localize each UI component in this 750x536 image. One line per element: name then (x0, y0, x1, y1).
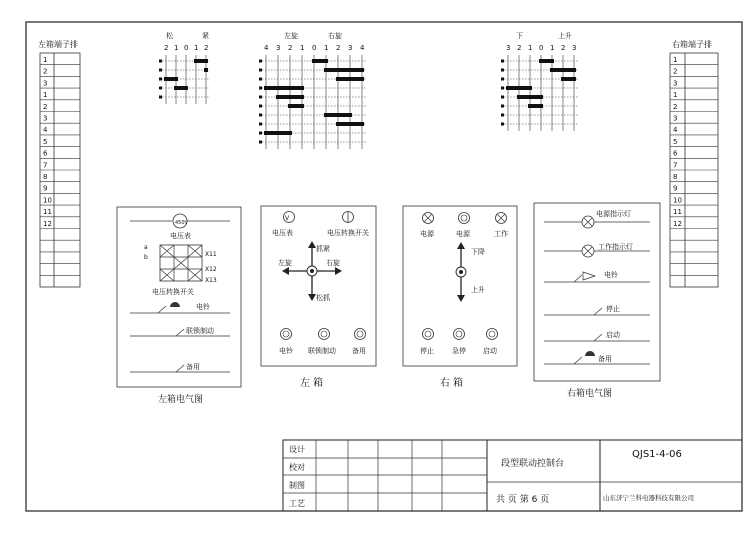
rotate-contact-bar (264, 131, 292, 135)
tb-draw: 制图 (289, 481, 305, 490)
rotate-contact-bar (336, 77, 364, 81)
switch-lift-label-a: 下 (516, 32, 523, 40)
clamp-position-tick: 0 (184, 44, 189, 52)
right-terminal-number: 1 (673, 56, 678, 64)
tb-title: 段型联动控制台 (501, 459, 565, 469)
voltmeter-value: 450V (175, 220, 188, 226)
left-terminal-number: 11 (43, 208, 52, 217)
power-lamp-icon (423, 213, 434, 224)
right-terminal-title: 右箱端子排 (672, 40, 712, 49)
lift-position-tick: 2 (561, 44, 566, 52)
lift-position-tick: 1 (550, 44, 555, 52)
left-terminal-number: 2 (43, 102, 48, 111)
rc-standby-label: 备用 (598, 355, 612, 363)
btn-stop-label: 停止 (420, 347, 434, 355)
right-terminal-number: 11 (673, 208, 682, 217)
clamp-contact-bar (174, 86, 188, 90)
bell-symbol-icon (583, 272, 595, 280)
rotate-contact-bar (324, 113, 352, 117)
terminal-x12: X12 (205, 266, 217, 273)
left-terminal-title: 左箱端子排 (38, 40, 78, 49)
lift-position-tick: 1 (528, 44, 533, 52)
right-terminal-number: 4 (673, 126, 678, 135)
emergency-stop-button[interactable] (454, 329, 465, 340)
switch-clamp-label-b: 紧 (202, 32, 209, 40)
left-box-caption: 左 箱 (300, 378, 324, 389)
right-terminal-number: 9 (673, 184, 678, 193)
left-terminal-rows (40, 56, 80, 275)
rotate-position-tick: 4 (360, 44, 365, 52)
right-terminal-number: 2 (673, 102, 678, 111)
right-box-panel (403, 206, 517, 389)
sheet-border (26, 22, 742, 511)
clamp-position-tick: 2 (164, 44, 169, 52)
lift-position-tick: 3 (572, 44, 577, 52)
rotate-position-tick: 2 (288, 44, 293, 52)
tb-check: 校对 (289, 463, 305, 472)
lift-contact-bar (517, 95, 543, 99)
work-indicator-lamp-icon (582, 245, 594, 257)
right-circuit-frame (534, 203, 660, 381)
joystick-left-label: 左旋 (278, 259, 292, 267)
standby-button[interactable] (355, 329, 366, 340)
btn-auto-label: 联锁制动 (308, 347, 336, 355)
clamp-contact-bar (194, 59, 208, 63)
bell-label: 电铃 (196, 303, 210, 311)
right-terminal-number: 7 (673, 161, 678, 170)
switch-clamp-label-a: 松 (166, 32, 173, 40)
rotate-position-tick: 4 (264, 44, 269, 52)
lamp-power2-label: 电源 (456, 230, 470, 238)
left-box-panel (261, 206, 376, 389)
power-indicator-label: 电源指示灯 (596, 210, 631, 218)
right-terminal-number: 3 (673, 79, 678, 88)
tb-company: 山东济宁兰科电器科技有限公司 (603, 494, 694, 502)
left-terminal-number: 1 (43, 56, 48, 64)
rotate-contact-bar (288, 104, 304, 108)
right-terminal-number: 5 (673, 137, 678, 146)
switch-diagram-clamp (159, 31, 210, 104)
rc-stop-label: 停止 (606, 305, 620, 313)
btn-standby-label: 备用 (352, 347, 366, 355)
left-box-meter-label: 电压表 (272, 229, 293, 237)
btn-bell-label: 电铃 (279, 347, 293, 355)
left-circuit-diagram (117, 207, 241, 405)
lamp-power-label: 电源 (420, 230, 434, 238)
rotate-position-tick: 0 (312, 44, 317, 52)
switch-diagram-lift (501, 31, 578, 131)
left-terminal-number: 3 (43, 114, 48, 123)
lift-contact-bar (506, 86, 532, 90)
rotate-contact-bar (276, 95, 304, 99)
right-circuit-caption: 右箱电气图 (567, 389, 613, 399)
terminal-x11: X11 (205, 251, 217, 258)
right-terminal-number: 8 (673, 173, 678, 181)
lift-position-tick: 3 (506, 44, 511, 52)
right-terminal-strip (670, 39, 718, 287)
right-terminal-number: 12 (673, 219, 682, 228)
pin-a: a (144, 244, 148, 251)
rotate-contact-bar (264, 86, 304, 90)
svg-text:V: V (285, 215, 290, 222)
left-box-switch-label: 电压转换开关 (327, 229, 369, 237)
lift-contact-bar (550, 68, 576, 72)
switch-rotate-label-a: 左旋 (284, 32, 298, 40)
clamp-position-tick: 2 (204, 44, 209, 52)
rotate-position-tick: 2 (336, 44, 341, 52)
tb-pages: 共 页 第 6 页 (496, 495, 550, 505)
left-terminal-number: 5 (43, 137, 48, 146)
right-terminal-number: 6 (673, 149, 678, 158)
tb-drawing-no: QJS1-4-06 (632, 449, 682, 460)
left-terminal-number: 7 (43, 161, 48, 170)
auto-brake-label: 联锁制动 (186, 327, 214, 335)
rotate-contact-bar (324, 68, 364, 72)
tb-design: 设计 (289, 445, 305, 454)
switch-rotate-ticks (264, 44, 365, 52)
standby-bell-icon (585, 351, 595, 356)
left-terminal-number: 6 (43, 149, 48, 158)
rotate-position-tick: 1 (324, 44, 329, 52)
left-terminal-number: 10 (43, 196, 52, 205)
right-terminal-number: 2 (673, 67, 678, 76)
btn-estop-label: 急停 (452, 347, 466, 355)
joystick-up-label: 抓紧 (316, 245, 330, 253)
lift-position-tick: 2 (517, 44, 522, 52)
rotate-position-tick: 3 (276, 44, 281, 52)
clamp-contact-bar (204, 68, 208, 72)
switch-lift-ticks (506, 44, 576, 52)
lift-contact-bar (539, 59, 554, 63)
rotate-position-tick: 3 (348, 44, 353, 52)
left-terminal-number: 12 (43, 219, 52, 228)
left-terminal-number: 3 (43, 79, 48, 88)
lift-down-label: 下降 (471, 248, 485, 256)
terminal-x13: X13 (205, 277, 217, 284)
voltage-switch-label: 电压转换开关 (152, 288, 194, 296)
left-terminal-strip (38, 39, 80, 287)
clamp-contact-bar (164, 77, 178, 81)
rotate-contact-bar (336, 122, 364, 126)
rc-start-label: 启动 (606, 331, 620, 339)
standby-label: 备用 (186, 363, 200, 371)
work-indicator-label: 工作指示灯 (598, 243, 633, 251)
right-terminal-number: 3 (673, 114, 678, 123)
left-terminal-number: 9 (43, 184, 48, 193)
switch-diagram-rotate (259, 31, 366, 149)
lift-contact-bar (528, 104, 543, 108)
joystick-down-label: 松抓 (316, 294, 330, 302)
switch-rotate-grid (259, 55, 366, 149)
right-box-caption: 右 箱 (440, 378, 464, 389)
clamp-position-tick: 1 (194, 44, 199, 52)
voltmeter-label: 电压表 (170, 232, 191, 240)
switch-clamp-grid (159, 55, 210, 104)
rotate-position-tick: 1 (300, 44, 305, 52)
stop-button[interactable] (423, 329, 434, 340)
right-terminal-number: 1 (673, 91, 678, 100)
switch-clamp-ticks (164, 44, 208, 52)
lift-position-tick: 0 (539, 44, 544, 52)
auto-brake-button[interactable] (319, 329, 330, 340)
left-terminal-number: 8 (43, 173, 48, 181)
switch-lift-label-b: 上升 (558, 32, 572, 40)
switch-lift-grid (501, 55, 578, 131)
clamp-position-tick: 1 (174, 44, 179, 52)
lift-contact-bar (561, 77, 576, 81)
switch-rotate-label-b: 右旋 (328, 32, 342, 40)
right-terminal-rows (670, 56, 718, 275)
left-terminal-number: 2 (43, 67, 48, 76)
bell-button[interactable] (281, 329, 292, 340)
rotate-contact-bar (312, 59, 328, 63)
bell-icon (170, 302, 180, 307)
left-terminal-number: 1 (43, 91, 48, 100)
lift-up-label: 上升 (471, 286, 485, 294)
lamp-work-label: 工作 (494, 230, 508, 238)
rc-bell-label: 电铃 (604, 271, 618, 279)
right-terminal-number: 10 (673, 196, 682, 205)
left-terminal-number: 4 (43, 126, 48, 135)
joystick-right-label: 右旋 (326, 259, 340, 267)
btn-start-label: 启动 (483, 347, 497, 355)
power-indicator-lamp-icon (582, 216, 594, 228)
power-knob-icon (459, 213, 470, 224)
left-circuit-caption: 左箱电气图 (158, 395, 204, 405)
title-block (283, 440, 742, 511)
work-lamp-icon (496, 213, 507, 224)
pin-b: b (144, 254, 148, 261)
start-button[interactable] (487, 329, 498, 340)
tb-process: 工艺 (289, 499, 305, 508)
right-circuit-diagram (534, 203, 660, 399)
